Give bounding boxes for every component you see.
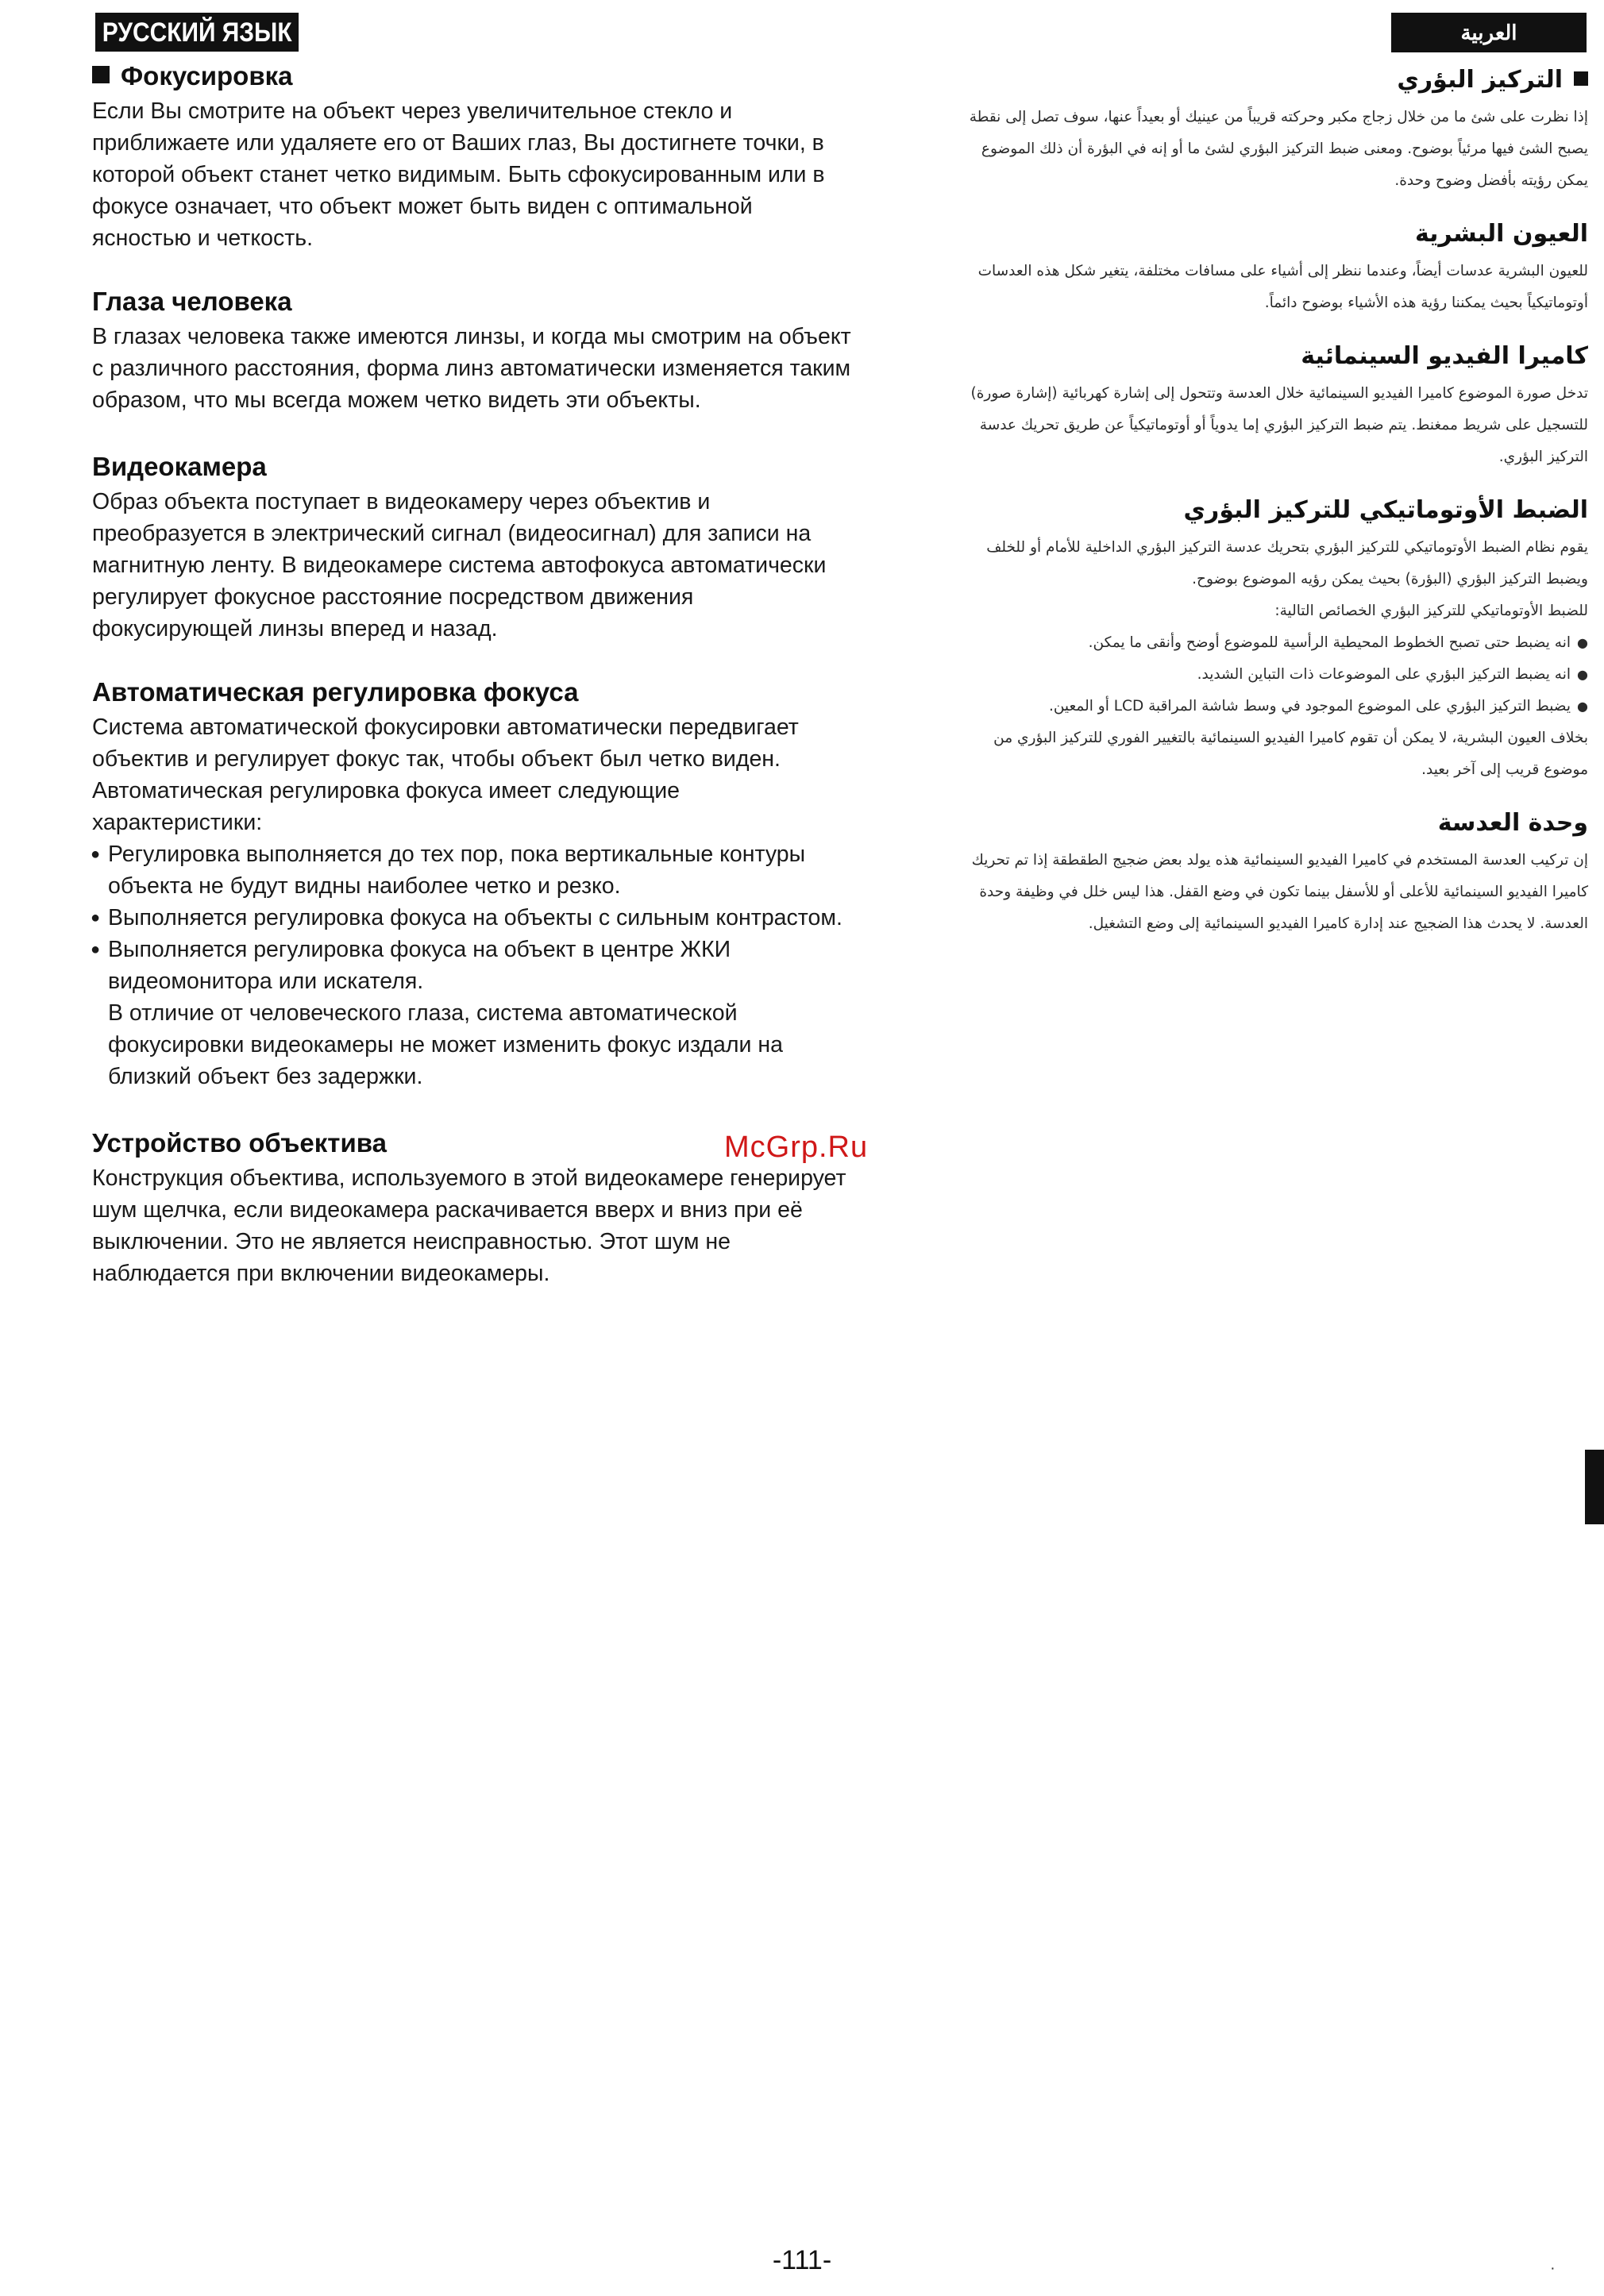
paragraph: للضبط الأوتوماتيكي للتركيز البؤري الخصائص التالية: (1274, 603, 1588, 619)
section-title-text: التركيز البؤري (1397, 66, 1563, 94)
list-item: ● Выполняется регулировка фокуса на объект в центре ЖКИ видеомонитора или искателя. (92, 934, 854, 997)
bullet-list (945, 627, 1588, 722)
corner-dot: · (1550, 2259, 1556, 2277)
paragraph: Конструкция объектива, используемого в этой видеокамере генерирует шум щелчка, если видеокамера раскачивается вверх и вниз при её выключении. Это не является неисправностью. Этот шум не наблюдается при включении видеокамеры. (92, 1165, 846, 1286)
ar-section-human-eyes (945, 216, 1588, 319)
paragraph: يقوم نظام الضبط الأوتوماتيكي للتركيز البؤري بتحريك عدسة التركيز البؤري الداخلية للأمام أو للخلف ويضبط التركيز البؤري (البؤرة) بحيث يمكن رؤيه الموضوع بوضوح. (986, 539, 1588, 587)
paragraph: إذا نظرت على شئ ما من خلال زجاج مكبر وحركته قريباً من عينيك أو بعيداً عنها، سوف تصل إلى نقطة يصبح الشئ فيها مرئياً بوضوح. ومعنى ضبط التركيز البؤري لشئ ما أو إنه في البؤرة أن ذلك الموضوع يمكن رؤيته بأفضل وضوح وحدة. (969, 109, 1588, 189)
section-title: كاميرا الفيديو السينمائية (1301, 342, 1588, 370)
list-item: ● انه يضبط حتى تصبح الخطوط المحيطية الرأسية للموضوع أوضح وأنقى ما يمكن. (945, 627, 1588, 659)
bullet-list (92, 838, 854, 997)
paragraph: В глазах человека также имеются линзы, и когда мы смотрим на объект с различного расстояния, форма линз автоматически изменяется таким образом, что мы всегда можем четко видеть эти объекты. (92, 324, 851, 413)
list-item: ● انه يضبط التركيز البؤري على الموضوعات ذات التباين الشديد. (945, 659, 1588, 691)
square-bullet-icon (92, 66, 110, 83)
section-title (92, 60, 854, 92)
section-title: الضبط الأوتوماتيكي للتركيز البؤري (1183, 496, 1588, 524)
paragraph: إن تركيب العدسة المستخدم في كاميرا الفيديو السينمائية هذه يولد بعض ضجيج الطقطقة إذا تم تحريك كاميرا الفيديو السينمائية للأعلى أو للأسفل بينما تكون في وضع القفل. هذا ليس خلل في وظيفة وحدة العدسة. لا يحدث هذا الضجيج عند إدارة كاميرا الفيديو السينمائية إلى وضع التشغيل. (971, 852, 1588, 932)
ru-section-focusing (92, 60, 854, 254)
language-tag-arabic: العربية (1391, 13, 1587, 52)
page-number: -111- (772, 2245, 832, 2275)
paragraph: Если Вы смотрите на объект через увеличительное стекло и приближаете или удаляете его от Ваших глаз, Вы достигнете точки, в которой объект станет четко видимым. Быть сфокусированным или в фокусе означает, что объект может быть виден с оптимальной ясностью и четкость. (92, 98, 825, 251)
arabic-column (945, 62, 1588, 959)
ar-section-focusing (945, 62, 1588, 197)
paragraph: تدخل صورة الموضوع كاميرا الفيديو السينمائية خلال العدسة وتتحول إلى إشارة كهربائية (إشارة صورة) للتسجيل على شريط ممغنط. يتم ضبط التركيز البؤري إما يدوياً أو أوتوماتيكياً عن طريق تحريك عدسة التركيز البؤري. (970, 385, 1588, 465)
language-tag-russian: РУССКИЙ ЯЗЫК (95, 13, 299, 52)
paragraph: للعيون البشرية عدسات أيضاً، وعندما ننظر إلى أشياء على مسافات مختلفة، يتغير شكل هذه العدسات أوتوماتيكياً بحيث يمكننا رؤية هذه الأشياء بوضوح دائماً. (977, 263, 1588, 311)
section-title: Устройство объектива (92, 1128, 387, 1158)
side-thumb-tab (1585, 1450, 1604, 1524)
ru-section-human-eyes (92, 286, 854, 416)
paragraph: Система автоматической фокусировки автоматически передвигает объектив и регулирует фокус так, чтобы объект был четко виден. (92, 715, 799, 772)
ru-section-camcorder (92, 451, 854, 645)
ar-section-lens-unit (945, 805, 1588, 940)
section-title: وحدة العدسة (1437, 809, 1588, 837)
note-text: В отличие от человеческого глаза, система автоматической фокусировки видеокамеры не может изменить фокус издали на близкий объект без задержки. (108, 1000, 783, 1089)
section-title: Автоматическая регулировка фокуса (92, 677, 579, 707)
note-text: بخلاف العيون البشرية، لا يمكن أن تقوم كاميرا الفيديو السينمائية بالتغيير الفوري للتركيز البؤري من موضوع قريب إلى آخر بعيد. (993, 730, 1588, 778)
ar-section-camcorder (945, 338, 1588, 473)
list-item: ● يضبط التركيز البؤري على الموضوع الموجود في وسط شاشة المراقبة LCD أو المعين. (945, 691, 1588, 722)
section-title: Видеокамера (92, 452, 267, 481)
watermark: McGrp.Ru (724, 1131, 869, 1164)
section-title: Глаза человека (92, 287, 292, 316)
section-title: العيون البشرية (1414, 220, 1588, 248)
list-item: ● Регулировка выполняется до тех пор, пока вертикальные контуры объекта не будут видны наиболее четко и резко. (92, 838, 854, 902)
section-title (945, 62, 1588, 98)
list-item: ● Выполняется регулировка фокуса на объекты с сильным контрастом. (92, 902, 854, 934)
paragraph: Автоматическая регулировка фокуса имеет следующие характеристики: (92, 778, 680, 835)
ar-section-auto-focus (945, 492, 1588, 786)
paragraph: Образ объекта поступает в видеокамеру через объектив и преобразуется в электрический сигнал (видеосигнал) для записи на магнитную ленту. В видеокамере система автофокуса автоматически регулирует фокусное расстояние посредством движения фокусирующей линзы вперед и назад. (92, 489, 827, 641)
ru-section-auto-focus (92, 676, 854, 1092)
section-title-text: Фокусировка (121, 61, 293, 91)
square-bullet-icon (1574, 71, 1588, 86)
